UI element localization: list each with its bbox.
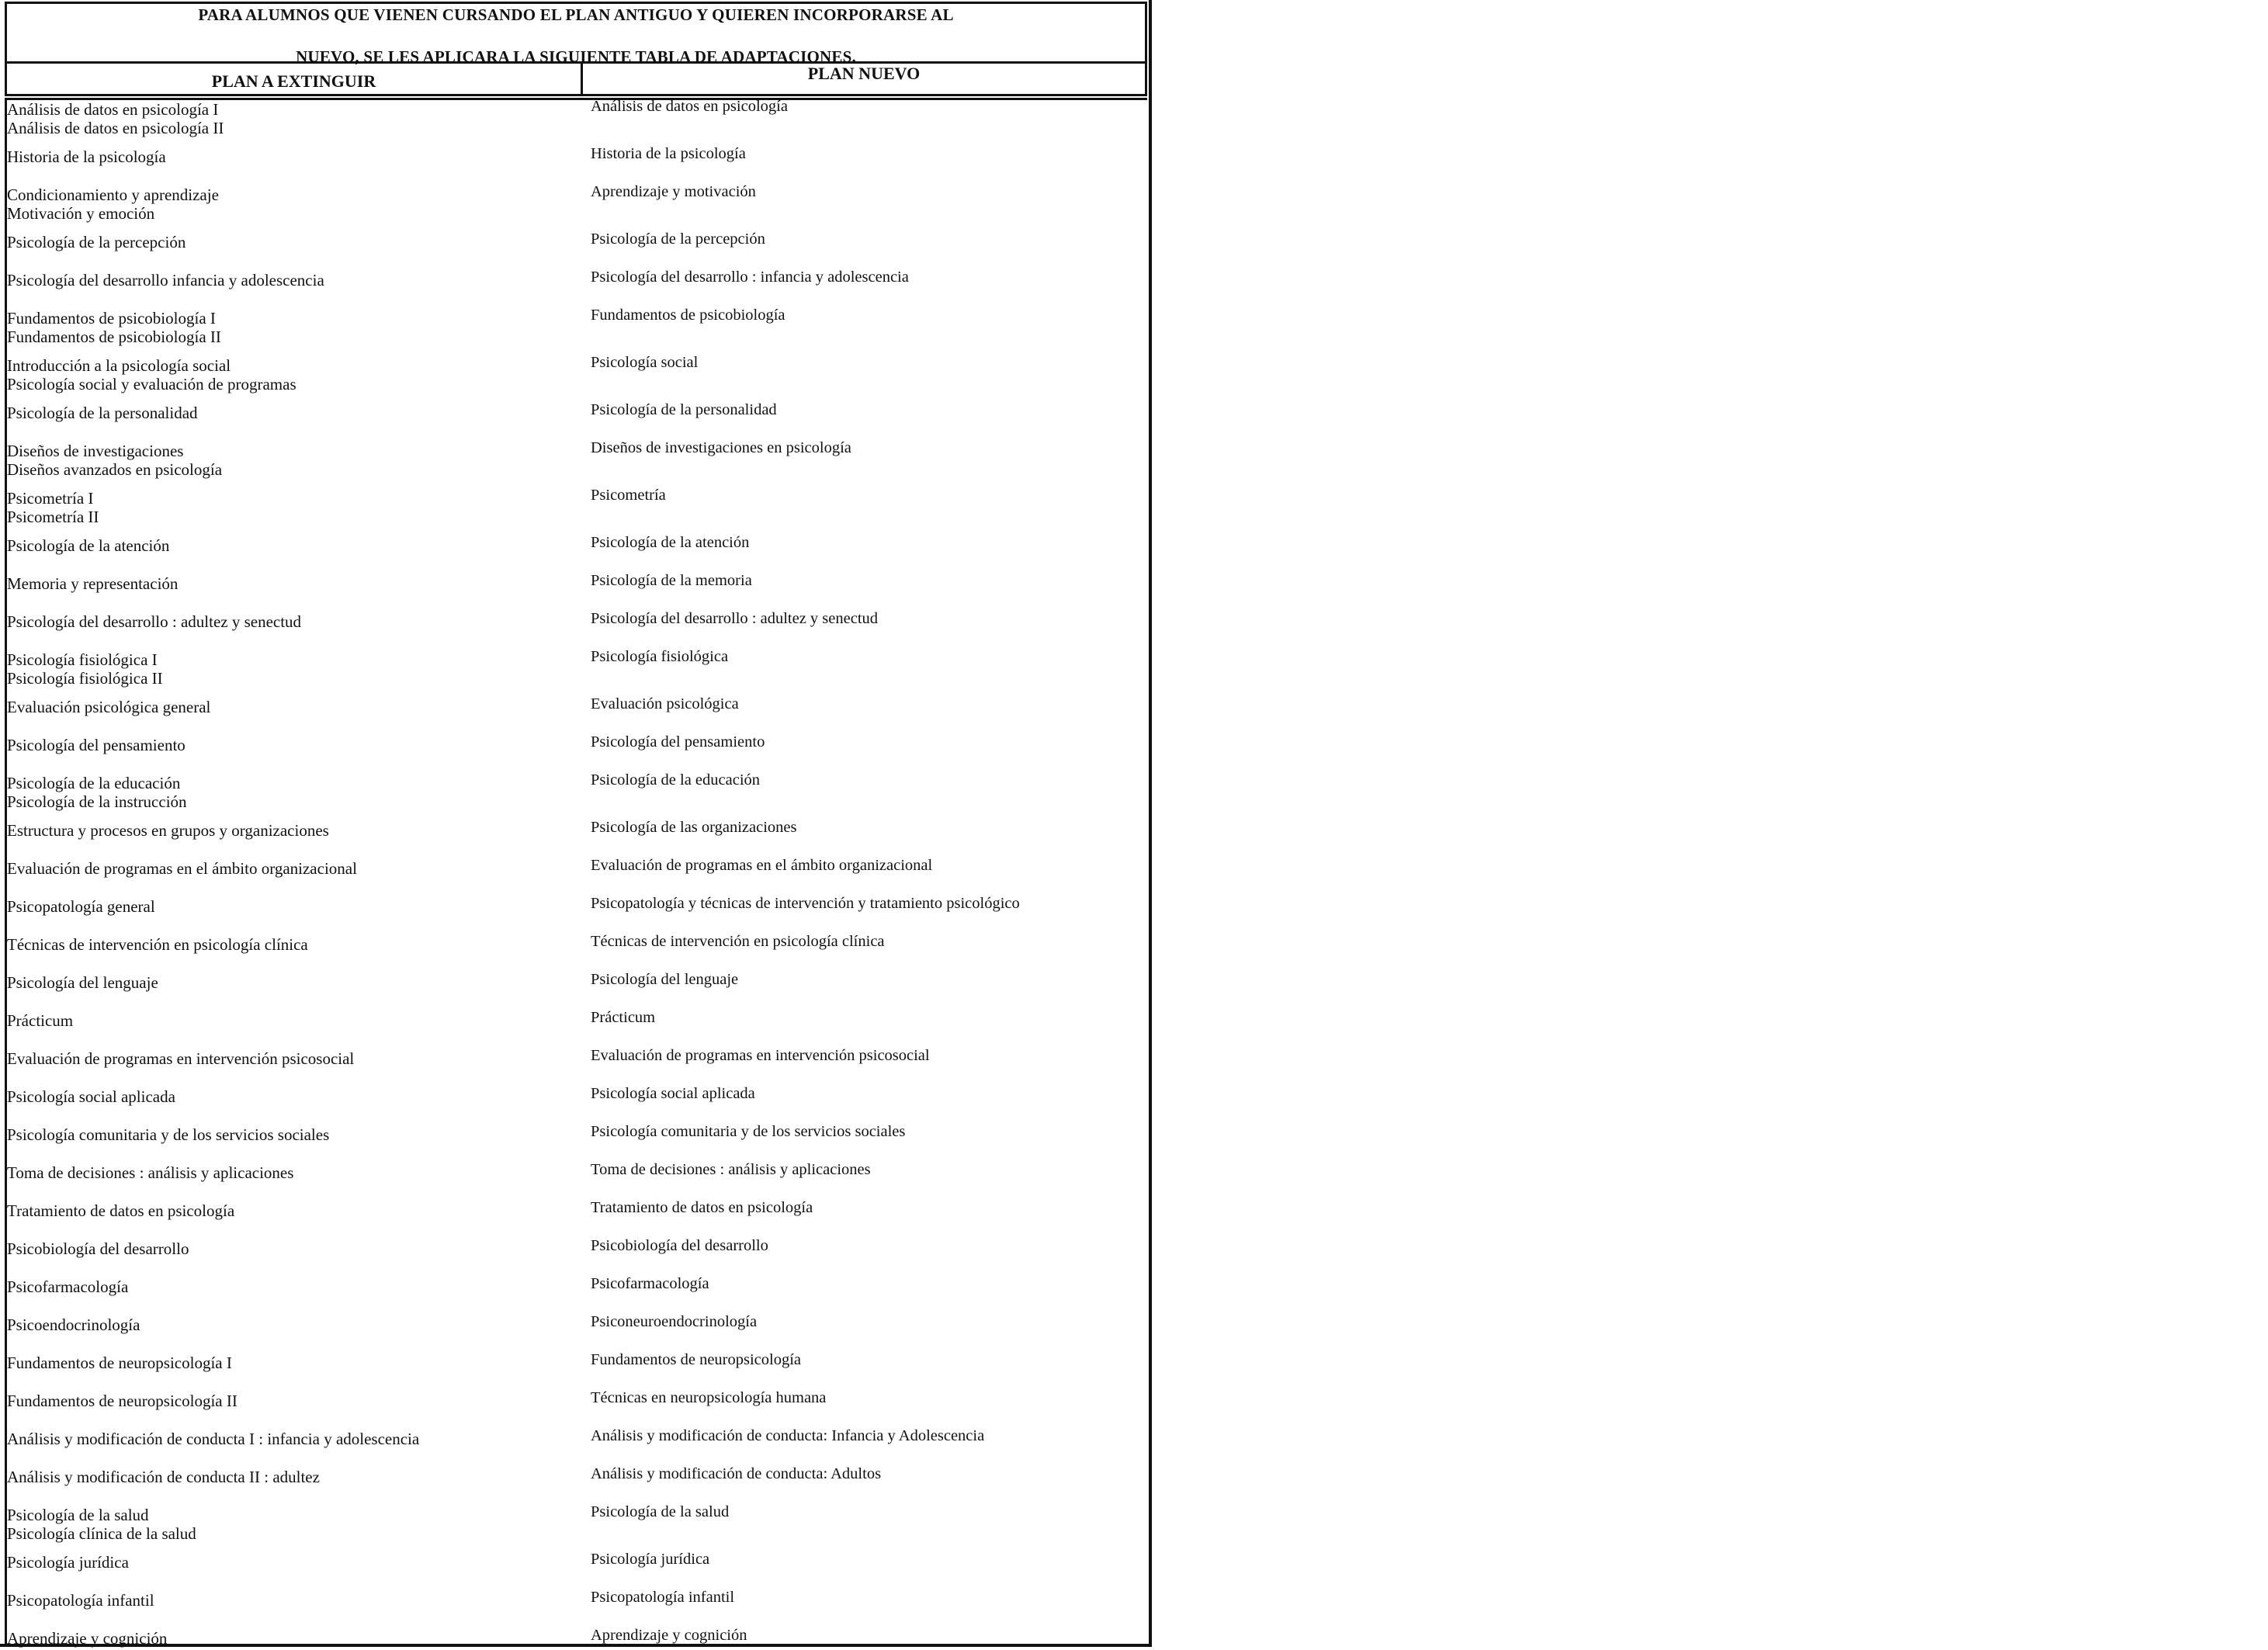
old-plan-subject: Psicología social y evaluación de programas	[7, 375, 297, 393]
new-plan-subject: Psicología comunitaria y de los servicios sociales	[591, 1123, 906, 1140]
new-plan-subject: Psicología de la educación	[591, 771, 761, 789]
old-plan-cell	[7, 650, 577, 688]
old-plan-cell	[7, 1049, 577, 1068]
new-plan-cell	[591, 144, 1134, 163]
old-plan-subject: Psicología de la atención	[7, 536, 170, 555]
old-plan-cell	[7, 612, 577, 631]
new-plan-cell	[591, 1465, 1134, 1483]
new-plan-subject: Psicología social	[591, 354, 699, 371]
new-plan-subject: Psicofarmacología	[591, 1275, 709, 1292]
old-plan-subject: Psicología del lenguaje	[7, 973, 158, 992]
new-plan-subject: Psicología de las organizaciones	[591, 819, 797, 836]
new-plan-subject: Evaluación psicológica	[591, 695, 739, 712]
old-plan-subject: Psicología de la percepción	[7, 233, 186, 251]
old-plan-cell	[7, 442, 577, 479]
old-plan-cell	[7, 233, 577, 251]
new-plan-subject: Psicología social aplicada	[591, 1085, 755, 1102]
new-plan-cell	[591, 400, 1134, 419]
new-plan-cell	[591, 1046, 1134, 1065]
old-plan-subject: Introducción a la psicología social	[7, 356, 231, 375]
title-line-1: PARA ALUMNOS QUE VIENEN CURSANDO EL PLAN ANTIGUO Y QUIEREN INCORPORARSE AL	[198, 5, 954, 24]
new-plan-subject: Técnicas de intervención en psicología clínica	[591, 933, 885, 950]
new-plan-cell	[591, 353, 1134, 372]
new-plan-subject: Psiconeuroendocrinología	[591, 1313, 758, 1330]
old-plan-subject: Psicometría II	[7, 508, 99, 526]
new-plan-subject: Análisis y modificación de conducta: Infancia y Adolescencia	[591, 1427, 985, 1444]
new-plan-subject: Historia de la psicología	[591, 145, 746, 162]
old-plan-cell	[7, 1506, 577, 1543]
new-plan-cell	[591, 970, 1134, 989]
old-plan-cell	[7, 897, 577, 916]
old-plan-subject: Psicología de la salud	[7, 1506, 149, 1524]
new-plan-cell	[591, 647, 1134, 666]
new-plan-cell	[591, 609, 1134, 628]
old-plan-subject: Psicopatología infantil	[7, 1591, 154, 1610]
old-plan-subject: Análisis de datos en psicología I	[7, 100, 219, 119]
new-plan-subject: Psicología de la percepción	[591, 231, 765, 248]
old-plan-cell	[7, 698, 577, 716]
new-plan-subject: Psicobiología del desarrollo	[591, 1237, 768, 1254]
column-header-new-plan: PLAN NUEVO	[807, 64, 921, 83]
new-plan-cell	[591, 268, 1134, 286]
new-plan-cell	[591, 1503, 1134, 1521]
old-plan-cell	[7, 1239, 577, 1258]
new-plan-cell	[591, 97, 1134, 116]
old-plan-cell	[7, 1163, 577, 1182]
old-plan-cell	[7, 821, 577, 840]
new-plan-cell	[591, 1198, 1134, 1217]
new-plan-cell	[591, 1350, 1134, 1369]
old-plan-subject: Psicobiología del desarrollo	[7, 1239, 189, 1258]
old-plan-cell	[7, 1354, 577, 1372]
new-plan-cell	[591, 1236, 1134, 1255]
new-plan-subject: Psicopatología y técnicas de intervención y tratamiento psicológico	[591, 895, 1020, 912]
old-plan-subject: Psicología del pensamiento	[7, 736, 186, 754]
new-plan-subject: Evaluación de programas en el ámbito organizacional	[591, 857, 933, 874]
old-plan-subject: Psicología clínica de la salud	[7, 1524, 196, 1543]
old-plan-cell	[7, 1125, 577, 1144]
old-plan-cell	[7, 859, 577, 878]
old-plan-subject: Análisis y modificación de conducta I : infancia y adolescencia	[7, 1430, 420, 1448]
title-box	[5, 2, 1147, 64]
new-plan-cell	[591, 438, 1134, 457]
new-plan-cell	[591, 571, 1134, 590]
old-plan-subject: Diseños de investigaciones	[7, 442, 184, 460]
old-plan-subject: Psicología fisiológica II	[7, 669, 163, 688]
new-plan-subject: Diseños de investigaciones en psicología	[591, 439, 851, 456]
old-plan-subject: Motivación y emoción	[7, 204, 155, 223]
new-plan-subject: Fundamentos de neuropsicología	[591, 1351, 802, 1368]
old-plan-cell	[7, 1315, 577, 1334]
new-plan-subject: Psicología de la memoria	[591, 572, 752, 589]
old-plan-subject: Fundamentos de psicobiología I	[7, 309, 216, 328]
old-plan-cell	[7, 309, 577, 346]
new-plan-subject: Aprendizaje y motivación	[591, 183, 756, 200]
old-plan-cell	[7, 774, 577, 811]
old-plan-cell	[7, 973, 577, 992]
new-plan-cell	[591, 306, 1134, 324]
old-plan-cell	[7, 1468, 577, 1486]
new-plan-subject: Aprendizaje y cognición	[591, 1627, 747, 1644]
old-plan-subject: Fundamentos de neuropsicología I	[7, 1354, 232, 1372]
new-plan-cell	[591, 533, 1134, 552]
old-plan-subject: Psicología del desarrollo : adultez y senectud	[7, 612, 302, 631]
old-plan-subject: Técnicas de intervención en psicología clínica	[7, 935, 308, 954]
new-plan-cell	[591, 856, 1134, 875]
new-plan-subject: Toma de decisiones : análisis y aplicaciones	[591, 1161, 871, 1178]
old-plan-subject: Psicología social aplicada	[7, 1087, 175, 1106]
old-plan-subject: Psicología de la educación	[7, 774, 181, 792]
old-plan-subject: Diseños avanzados en psicología	[7, 460, 223, 479]
old-plan-cell	[7, 100, 577, 137]
new-plan-subject: Fundamentos de psicobiología	[591, 307, 785, 324]
old-plan-cell	[7, 736, 577, 754]
new-plan-subject: Psicología fisiológica	[591, 648, 729, 665]
old-plan-subject: Psicoendocrinología	[7, 1315, 140, 1334]
old-plan-subject: Psicología fisiológica I	[7, 650, 158, 669]
old-plan-subject: Psicología jurídica	[7, 1553, 129, 1572]
old-plan-subject: Fundamentos de psicobiología II	[7, 328, 221, 346]
new-plan-cell	[591, 818, 1134, 837]
new-plan-subject: Psicología de la salud	[591, 1503, 730, 1520]
new-plan-cell	[591, 1274, 1134, 1293]
old-plan-cell	[7, 1629, 577, 1648]
old-plan-subject: Fundamentos de neuropsicología II	[7, 1392, 238, 1410]
old-plan-cell	[7, 1553, 577, 1572]
new-plan-cell	[591, 1626, 1134, 1645]
old-plan-subject: Aprendizaje y cognición	[7, 1629, 168, 1648]
old-plan-subject: Psicofarmacología	[7, 1277, 129, 1296]
old-plan-cell	[7, 1430, 577, 1448]
old-plan-subject: Psicología del desarrollo infancia y adolescencia	[7, 271, 324, 289]
old-plan-cell	[7, 1087, 577, 1106]
new-plan-subject: Psicología del lenguaje	[591, 971, 739, 988]
new-plan-subject: Psicología jurídica	[591, 1551, 710, 1568]
old-plan-subject: Psicología comunitaria y de los servicios sociales	[7, 1125, 330, 1144]
new-plan-cell	[591, 1312, 1134, 1331]
old-plan-subject: Prácticum	[7, 1011, 74, 1030]
old-plan-subject: Toma de decisiones : análisis y aplicaciones	[7, 1163, 294, 1182]
old-plan-cell	[7, 935, 577, 954]
old-plan-subject: Psicología de la instrucción	[7, 792, 187, 811]
old-plan-subject: Psicometría I	[7, 489, 94, 508]
new-plan-subject: Evaluación de programas en intervención psicosocial	[591, 1047, 930, 1064]
old-plan-cell	[7, 1011, 577, 1030]
old-plan-subject: Análisis de datos en psicología II	[7, 119, 224, 137]
new-plan-subject: Análisis y modificación de conducta: Adultos	[591, 1465, 882, 1482]
old-plan-subject: Estructura y procesos en grupos y organizaciones	[7, 821, 329, 840]
new-plan-cell	[591, 1388, 1134, 1407]
old-plan-subject: Memoria y representación	[7, 574, 179, 593]
new-plan-subject: Psicología del desarrollo : infancia y adolescencia	[591, 269, 909, 286]
new-plan-subject: Psicología del desarrollo : adultez y senectud	[591, 610, 879, 627]
old-plan-cell	[7, 147, 577, 166]
title-line-2: NUEVO, SE LES APLICARA LA SIGUIENTE TABLA DE ADAPTACIONES.	[296, 47, 856, 66]
old-plan-cell	[7, 185, 577, 223]
new-plan-subject: Técnicas en neuropsicología humana	[591, 1389, 827, 1406]
new-plan-subject: Psicología de la atención	[591, 534, 750, 551]
old-plan-subject: Evaluación de programas en el ámbito organizacional	[7, 859, 357, 878]
old-plan-subject: Psicología de la personalidad	[7, 404, 198, 422]
old-plan-subject: Tratamiento de datos en psicología	[7, 1201, 235, 1220]
new-plan-subject: Psicología de la personalidad	[591, 401, 777, 418]
column-headers	[5, 64, 1147, 96]
old-plan-cell	[7, 1201, 577, 1220]
new-plan-cell	[591, 1084, 1134, 1103]
new-plan-cell	[591, 1426, 1134, 1445]
old-plan-cell	[7, 574, 577, 593]
old-plan-cell	[7, 404, 577, 422]
new-plan-cell	[591, 230, 1134, 248]
new-plan-cell	[591, 486, 1134, 504]
new-plan-cell	[591, 1122, 1134, 1141]
old-plan-subject: Condicionamiento y aprendizaje	[7, 185, 219, 204]
new-plan-cell	[591, 894, 1134, 913]
old-plan-subject: Psicopatología general	[7, 897, 155, 916]
new-plan-cell	[591, 771, 1134, 789]
old-plan-subject: Análisis y modificación de conducta II : adultez	[7, 1468, 320, 1486]
new-plan-cell	[591, 1160, 1134, 1179]
old-plan-cell	[7, 356, 577, 393]
new-plan-cell	[591, 1550, 1134, 1569]
old-plan-cell	[7, 489, 577, 526]
new-plan-cell	[591, 1588, 1134, 1607]
old-plan-cell	[7, 536, 577, 555]
new-plan-subject: Psicometría	[591, 487, 666, 504]
old-plan-cell	[7, 1591, 577, 1610]
new-plan-subject: Psicología del pensamiento	[591, 733, 765, 750]
old-plan-cell	[7, 1277, 577, 1296]
new-plan-cell	[591, 182, 1134, 201]
new-plan-subject: Psicopatología infantil	[591, 1589, 735, 1606]
new-plan-cell	[591, 1008, 1134, 1027]
old-plan-subject: Evaluación de programas en intervención psicosocial	[7, 1049, 355, 1068]
new-plan-subject: Tratamiento de datos en psicología	[591, 1199, 813, 1216]
new-plan-cell	[591, 932, 1134, 951]
new-plan-cell	[591, 695, 1134, 713]
old-plan-subject: Evaluación psicológica general	[7, 698, 211, 716]
old-plan-cell	[7, 271, 577, 289]
old-plan-cell	[7, 1392, 577, 1410]
table-body	[5, 98, 1147, 1648]
old-plan-subject: Historia de la psicología	[7, 147, 166, 166]
column-header-old-plan: PLAN A EXTINGUIR	[7, 64, 583, 94]
new-plan-subject: Análisis de datos en psicología	[591, 98, 788, 115]
new-plan-cell	[591, 733, 1134, 751]
new-plan-subject: Prácticum	[591, 1009, 656, 1026]
